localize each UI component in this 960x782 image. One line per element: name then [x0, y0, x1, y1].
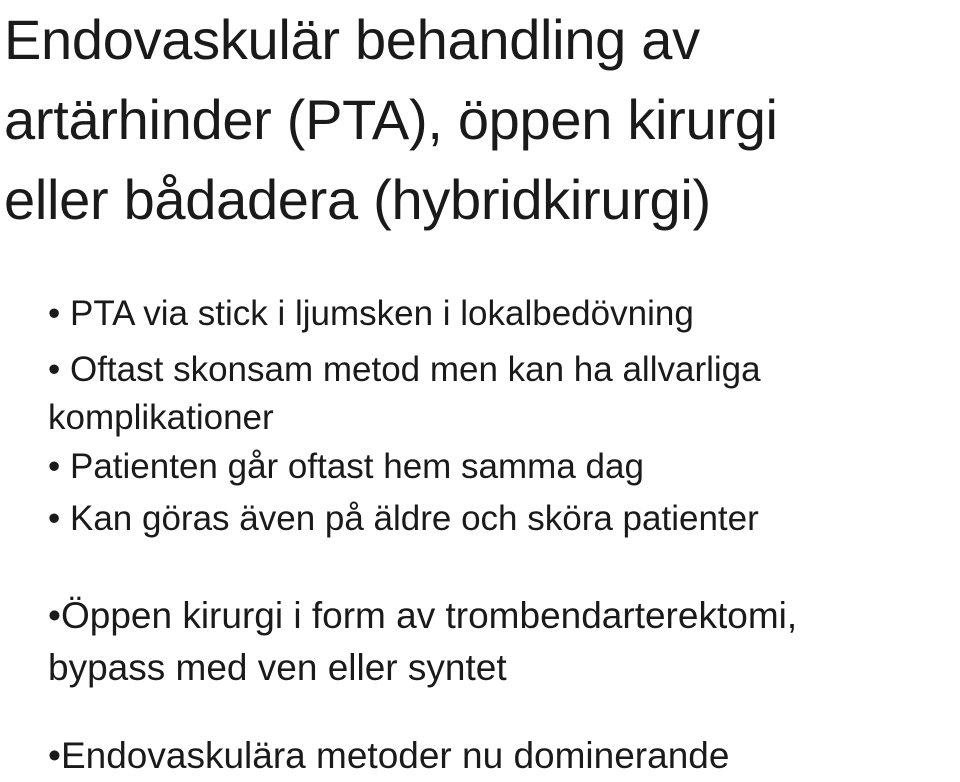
- bullet-item: [48, 443, 948, 491]
- slide-title: [4, 0, 954, 240]
- title-line: artärhinder (PTA), öppen kirurgi: [4, 88, 778, 151]
- bullet-dot: •: [48, 595, 61, 636]
- bullet-item: [48, 730, 948, 782]
- bullet-dot: •: [48, 499, 70, 538]
- bullet-continuation: bypass med ven eller syntet: [48, 647, 507, 688]
- bullet-dot: •: [48, 350, 70, 389]
- bullet-text: PTA via stick i ljumsken i lokalbedövning: [69, 294, 694, 333]
- bullet-item: [48, 590, 948, 694]
- bullet-item: [48, 290, 948, 338]
- bullet-text: Endovaskulära metoder nu dominerande: [60, 735, 730, 776]
- bullet-text: Patienten går oftast hem samma dag: [69, 447, 644, 486]
- title-line: eller bådadera (hybridkirurgi): [4, 168, 711, 231]
- bullet-text: Kan göras även på äldre och sköra patienter: [69, 499, 759, 538]
- bullet-continuation: komplikationer: [48, 398, 274, 437]
- title-line: Endovaskulär behandling av: [4, 8, 700, 71]
- bullet-text: Öppen kirurgi i form av trombendarterektomi,: [60, 595, 798, 636]
- bullet-item: [48, 346, 948, 442]
- bullet-dot: •: [48, 447, 70, 486]
- bullet-dot: •: [48, 294, 70, 333]
- bullet-dot: •: [48, 735, 61, 776]
- bullet-item: [48, 495, 948, 543]
- bullet-text: Oftast skonsam metod men kan ha allvarliga: [69, 350, 761, 389]
